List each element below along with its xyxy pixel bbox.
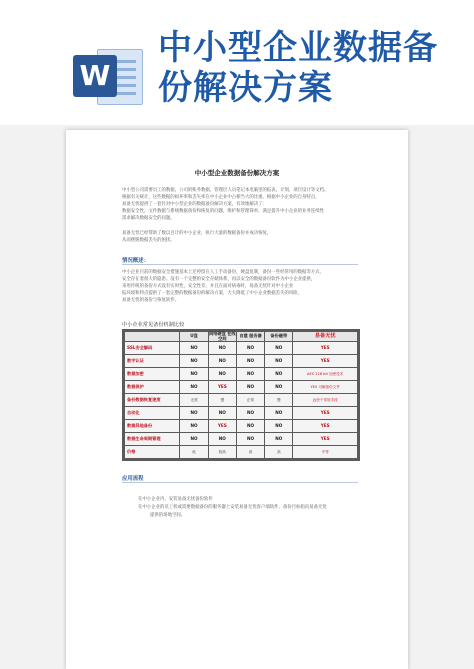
header-cell — [125, 332, 179, 341]
value-cell: 低 — [180, 446, 207, 458]
section-divider — [122, 482, 358, 483]
table-row — [125, 420, 357, 432]
value-cell: 正常 — [237, 394, 264, 406]
intro-paragraph-2 — [122, 230, 356, 244]
feature-cell: 备份数据恢复速度 — [125, 394, 179, 406]
value-cell: NO — [180, 342, 207, 354]
value-cell: NO — [237, 342, 264, 354]
document-title: 中小型企业数据备份解决方案 — [194, 169, 280, 177]
value-cell: 慢 — [265, 394, 292, 406]
overview-paragraph — [122, 269, 356, 304]
feature-cell: 数据加密 — [125, 368, 179, 380]
value-cell: NO — [265, 407, 292, 419]
value-cell: 无需 — [180, 394, 207, 406]
value-cell: NO — [209, 368, 236, 380]
value-cell: NO — [265, 381, 292, 393]
intro-line: 从而摆脱数据丢失的困扰。 — [122, 238, 175, 243]
comparison-table — [122, 329, 360, 461]
value-cell: NO — [237, 433, 264, 445]
value-cell: YES — [293, 420, 357, 432]
word-logo: W — [73, 55, 117, 97]
value-cell: NO — [265, 368, 292, 380]
header-cell: U盘 — [180, 332, 207, 341]
intro-line: 需求解决数据安全的问题。 — [122, 216, 175, 221]
feature-cell: 数据异地备份 — [125, 420, 179, 432]
feature-cell: SSL安全解码 — [125, 342, 179, 354]
table-row — [125, 394, 357, 406]
table-caption: 中小企业常见备份机制比较 — [122, 322, 185, 328]
value-cell: NO — [237, 381, 264, 393]
feature-cell: 自动化 — [125, 407, 179, 419]
value-cell: 高 — [265, 446, 292, 458]
header-cell: 网络硬盘 在线空间 — [209, 331, 236, 341]
value-cell: YES — [209, 381, 236, 393]
intro-paragraph — [122, 187, 356, 222]
overview-line: 安全存在着很大的隐患。没有一个完整的安全存储体系，再以安全的数据备份软件为中小企业提供， — [122, 277, 316, 282]
value-cell: YES — [209, 420, 236, 432]
overview-line: 报环境和特点提供了一套完整的数据备份的解决方案，大大降低了中小企业数据丢失的风险， — [122, 291, 303, 296]
value-cell: 较高 — [209, 446, 236, 458]
banner-title: 中小型企业数据备份解决方案 — [158, 28, 438, 108]
value-cell: YES 可解备份文件 — [293, 381, 357, 393]
table-row — [125, 433, 357, 445]
intro-line: 数据安全性，文件数据与系统数据备份和恢复的问题，维护和管理简单，满足提升中小企业的业务连续性 — [122, 209, 324, 214]
value-cell: NO — [180, 355, 207, 367]
value-cell: NO — [265, 420, 292, 432]
header-cell-highlight: 易备无忧 — [293, 332, 357, 341]
header-cell: 自建 服务器 — [237, 332, 264, 341]
feature-cell: 价格 — [125, 446, 179, 458]
feature-cell: 数据生命周期管理 — [125, 433, 179, 445]
value-cell: NO — [209, 342, 236, 354]
value-cell: NO — [265, 355, 292, 367]
value-cell: NO — [180, 381, 207, 393]
value-cell: NO — [265, 342, 292, 354]
table-row — [125, 381, 357, 393]
value-cell: 远快于常规手段 — [293, 394, 357, 406]
value-cell: NO — [180, 420, 207, 432]
feature-cell: 数字认证 — [125, 355, 179, 367]
table-row — [125, 368, 357, 380]
value-cell: NO — [209, 355, 236, 367]
value-cell: AES 128 bit 加密技术 — [293, 368, 357, 380]
value-cell: 高 — [237, 446, 264, 458]
section-heading-overview: 情况概述： — [122, 258, 149, 264]
table-row — [125, 342, 357, 354]
feature-cell: 数据保护 — [125, 381, 179, 393]
process-step: 在中小企业内，安装易备无忧备份软件 — [138, 497, 213, 502]
value-cell: YES — [293, 407, 357, 419]
value-cell: 慢 — [209, 394, 236, 406]
document-page[interactable] — [66, 130, 408, 669]
header-cell: 备份磁带 — [265, 332, 292, 341]
overview-line: 采用传统的备份方式没有实时性，安全性差，并且在面对病毒时，易备无忧针对中小企业 — [122, 284, 294, 289]
value-cell: NO — [209, 407, 236, 419]
value-cell: NO — [237, 407, 264, 419]
banner — [0, 0, 474, 125]
intro-line: 根据有关统计，这些数据的损坏率和丢失率在中小企业中占相当大的比重。根据中小企业的自身特点， — [122, 195, 320, 200]
intro-line: 易备无忧已经帮助了数以百计的中小企业，执行大量的数据备份并成功恢复， — [122, 231, 272, 236]
value-cell: NO — [237, 355, 264, 367]
value-cell: NO — [265, 433, 292, 445]
value-cell: YES — [293, 355, 357, 367]
value-cell: NO — [180, 407, 207, 419]
value-cell: NO — [180, 368, 207, 380]
value-cell: NO — [237, 368, 264, 380]
value-cell: NO — [237, 420, 264, 432]
value-cell: NO — [209, 433, 236, 445]
table-header-row — [125, 332, 357, 341]
intro-line: 易备无忧提供了一套针对中小型企业的数据备份解决方案，有效地解决了： — [122, 202, 267, 207]
overview-line: 中小企业目前的数据安全措施基本上还停留在人工手动备份，硬盘复制，备份一些经常用的数据等方式， — [122, 270, 324, 275]
section-heading-process: 应用流程 — [122, 476, 144, 482]
value-cell: NO — [180, 433, 207, 445]
value-cell: 中等 — [293, 446, 357, 458]
value-cell: YES — [293, 342, 357, 354]
table-row — [125, 355, 357, 367]
word-document-icon — [73, 43, 145, 107]
process-step: 在中小企业的员工机或需要数据备份的服务器上安装易备无忧客户端软件，备份目标指向易备无忧 — [138, 505, 327, 510]
process-step: 提供的场地空间。 — [150, 513, 186, 518]
table-row — [125, 446, 357, 458]
section-divider — [122, 264, 358, 265]
intro-line: 中小型公司需要员工的数据，公司的账务数据，管理层人员笔记本电脑里的报表，计划，项目设计等文档。 — [122, 188, 329, 193]
table-row — [125, 407, 357, 419]
overview-line: 易备无忧的备份与恢复软件。 — [122, 298, 180, 303]
value-cell: YES — [293, 433, 357, 445]
